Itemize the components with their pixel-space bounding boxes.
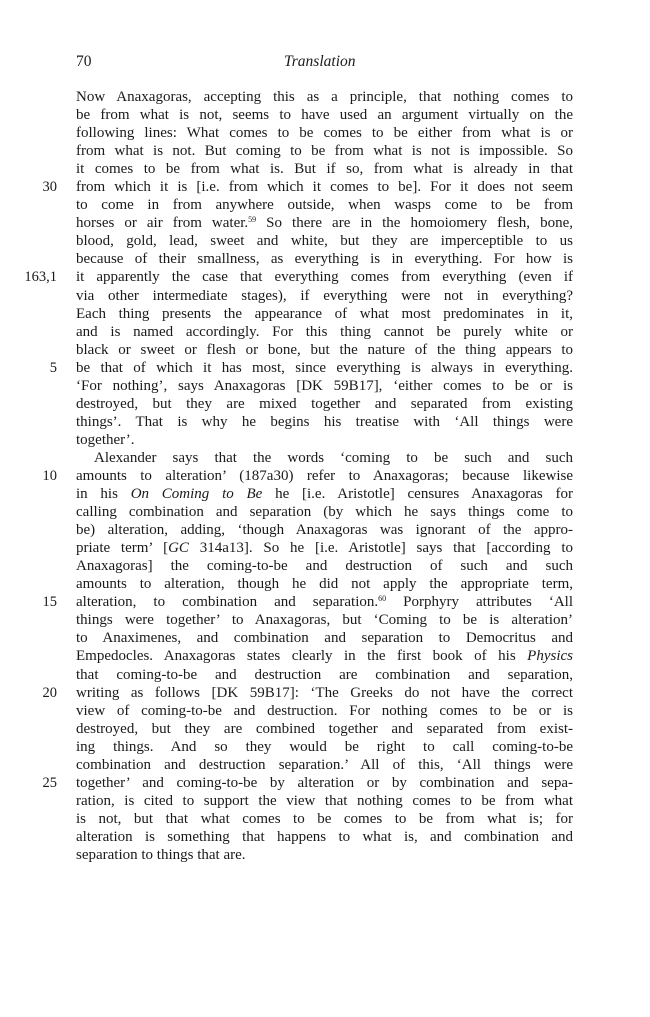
line-text-segment: separation to things that are. <box>76 846 246 863</box>
line-text <box>76 250 573 268</box>
line-text-segment: Empedocles. Anaxagoras states clearly in the first book of his <box>76 648 528 665</box>
line-text-segment: calling combination and separation (by which he says things come to <box>76 504 573 521</box>
text-line <box>0 756 650 774</box>
margin-line-number: 20 <box>42 684 57 701</box>
page-number: 70 <box>76 53 92 70</box>
line-text <box>76 774 573 792</box>
line-text <box>76 485 573 503</box>
line-text-segment: amounts to alteration, though he did not apply the appropriate term, <box>76 576 573 593</box>
line-text <box>76 593 573 611</box>
line-text-segment: alteration, to combination and separation. <box>76 594 379 611</box>
line-text <box>76 792 573 810</box>
line-text <box>76 575 573 593</box>
body-text <box>0 88 650 864</box>
line-text-segment: via other intermediate stages), if everything were not in everything? <box>76 287 573 304</box>
line-text-segment: be that of which it has most, since everything is always in everything. <box>76 359 573 376</box>
text-line <box>0 341 650 359</box>
text-line <box>0 124 650 142</box>
line-text <box>76 287 573 305</box>
text-line <box>0 178 650 196</box>
line-text-segment: Now Anaxagoras, accepting this as a principle, that nothing comes to <box>76 89 573 105</box>
line-text-segment: because of their smallness, as everything is in everything. For how is <box>76 251 573 268</box>
text-line <box>0 557 650 575</box>
line-text-segment: Each thing presents the appearance of what most predominates in it, <box>76 305 573 322</box>
text-line <box>0 160 650 178</box>
line-text-segment: and is named accordingly. For this thing cannot be purely white or <box>76 323 573 340</box>
italic-title: Physics <box>527 648 573 665</box>
line-text <box>76 684 573 702</box>
line-text <box>76 828 573 846</box>
text-line <box>0 720 650 738</box>
margin-line-number: 25 <box>42 774 57 791</box>
line-text-segment: things’. That is why he begins his treatise with ‘All things were <box>76 413 573 430</box>
line-text-segment: view of coming-to-be and destruction. For nothing comes to be or is <box>76 702 573 719</box>
italic-title: On Coming to Be <box>130 486 263 503</box>
text-line <box>0 702 650 720</box>
line-text-segment: be) alteration, adding, ‘though Anaxagoras was ignorant of the appro- <box>76 522 573 539</box>
running-head: Translation <box>284 53 356 70</box>
text-line <box>0 287 650 305</box>
line-text <box>76 232 573 250</box>
line-text-segment: it apparently the case that everything comes from everything (even if <box>76 269 573 286</box>
line-text-segment: be from what is not, seems to have used an argument virtually on the <box>76 107 573 124</box>
text-line <box>0 395 650 413</box>
text-line <box>0 503 650 521</box>
page-header <box>0 53 650 75</box>
text-line <box>0 485 650 503</box>
margin-line-number: 30 <box>42 179 57 196</box>
text-line <box>0 629 650 647</box>
line-text <box>76 395 573 413</box>
text-line <box>0 521 650 539</box>
text-line <box>0 449 650 467</box>
line-text-segment: from what is not. But coming to be from what is not is impossible. So <box>76 143 573 160</box>
line-text <box>76 503 573 521</box>
line-text <box>76 305 573 323</box>
line-text <box>76 142 573 160</box>
text-line <box>0 196 650 214</box>
line-text-segment: is not, but that what comes to be comes to be from what is; for <box>76 810 573 827</box>
text-line <box>0 593 650 611</box>
margin-line-number: 15 <box>42 594 57 611</box>
line-text <box>76 647 573 665</box>
line-text-segment: destroyed, but they are combined together and separated from exist- <box>76 720 573 737</box>
line-text-segment: black or sweet or flesh or bone, but the nature of the thing appears to <box>76 341 573 358</box>
line-text-segment: together’ and coming-to-be by alteration or by combination and sepa- <box>76 774 573 791</box>
line-text <box>76 413 573 431</box>
line-text <box>76 557 573 575</box>
line-text-segment: Alexander says that the words ‘coming to be such and such <box>94 449 573 466</box>
text-line <box>0 684 650 702</box>
text-line <box>0 431 650 449</box>
line-text-segment: to come in from anywhere outside, when wasps come to be from <box>76 197 573 214</box>
line-text-segment: ing things. And so they would be right to call coming-to-be <box>76 738 573 755</box>
line-text-segment: ration, is cited to support the view that nothing comes to be from what <box>76 792 573 809</box>
line-text <box>76 810 573 828</box>
line-text <box>76 539 573 557</box>
line-text <box>76 106 573 124</box>
line-text <box>76 323 573 341</box>
text-line <box>0 828 650 846</box>
text-line <box>0 214 650 232</box>
line-text <box>76 611 573 629</box>
line-text <box>76 629 573 647</box>
line-text-segment: combination and destruction separation.’ All of this, ‘All things were <box>76 756 573 773</box>
line-text <box>76 178 573 196</box>
text-line <box>0 359 650 377</box>
line-text <box>76 124 573 142</box>
line-text-segment: he [i.e. Aristotle] censures Anaxagoras for <box>262 486 573 503</box>
line-text <box>76 359 573 377</box>
text-line <box>0 323 650 341</box>
line-text-segment: priate term’ [ <box>76 540 169 557</box>
text-line <box>0 142 650 160</box>
line-text-segment: together’. <box>76 431 135 448</box>
line-text <box>76 88 573 106</box>
italic-title: GC <box>168 540 189 557</box>
line-text <box>76 431 573 449</box>
line-text <box>76 666 573 684</box>
text-line <box>0 305 650 323</box>
text-line <box>0 792 650 810</box>
line-text-segment: from which it is [i.e. from which it comes to be]. For it does not seem <box>76 179 573 196</box>
line-text-segment: destroyed, but they are mixed together and separated from existing <box>76 395 573 412</box>
line-text-segment: in his <box>76 486 131 503</box>
line-text-segment: So there are in the homoiomery flesh, bone, <box>256 215 573 232</box>
margin-line-number: 10 <box>42 467 57 484</box>
line-text <box>94 449 573 467</box>
line-text <box>76 214 573 232</box>
text-line <box>0 413 650 431</box>
line-text <box>76 467 573 485</box>
line-text-segment: 314a13]. So he [i.e. Aristotle] says that [according to <box>188 540 573 557</box>
text-line <box>0 268 650 286</box>
line-text <box>76 196 573 214</box>
line-text <box>76 846 573 864</box>
line-text-segment: alteration is something that happens to what is, and combination and <box>76 828 573 845</box>
line-text <box>76 521 573 539</box>
text-line <box>0 647 650 665</box>
text-line <box>0 774 650 792</box>
text-line <box>0 377 650 395</box>
footnote-marker[interactable]: 60 <box>378 594 387 604</box>
line-text-segment: Anaxagoras] the coming-to-be and destruction of such and such <box>76 558 573 575</box>
text-line <box>0 846 650 864</box>
text-line <box>0 106 650 124</box>
line-text-segment: it comes to be from what is. But if so, from what is already in that <box>76 161 573 178</box>
line-text-segment: horses or air from water. <box>76 215 249 232</box>
footnote-marker[interactable]: 59 <box>248 215 257 225</box>
line-text-segment: writing as follows [DK 59B17]: ‘The Greeks do not have the correct <box>76 684 573 701</box>
line-text-segment: ‘For nothing’, says Anaxagoras [DK 59B17], ‘either comes to be or is <box>76 377 573 394</box>
line-text-segment: following lines: What comes to be comes to be either from what is or <box>76 125 573 142</box>
text-line <box>0 611 650 629</box>
text-line <box>0 575 650 593</box>
line-text-segment: blood, gold, lead, sweet and white, but they are imperceptible to us <box>76 233 573 250</box>
text-line <box>0 666 650 684</box>
text-line <box>0 88 650 106</box>
line-text <box>76 738 573 756</box>
line-text <box>76 377 573 395</box>
line-text <box>76 341 573 359</box>
text-line <box>0 539 650 557</box>
line-text <box>76 756 573 774</box>
line-text <box>76 268 573 286</box>
margin-line-number: 163,1 <box>24 269 57 286</box>
line-text-segment: that coming-to-be and destruction are combination and separation, <box>76 666 573 683</box>
text-line <box>0 738 650 756</box>
text-line <box>0 232 650 250</box>
line-text <box>76 702 573 720</box>
line-text <box>76 160 573 178</box>
line-text-segment: amounts to alteration’ (187a30) refer to Anaxagoras; because likewise <box>76 467 573 484</box>
text-line <box>0 250 650 268</box>
margin-line-number: 5 <box>49 359 57 376</box>
line-text <box>76 720 573 738</box>
text-line <box>0 467 650 485</box>
text-line <box>0 810 650 828</box>
line-text-segment: to Anaximenes, and combination and separation to Democritus and <box>76 630 573 647</box>
line-text-segment: things were together’ to Anaxagoras, but ‘Coming to be is alteration’ <box>76 612 573 629</box>
line-text-segment: Porphyry attributes ‘All <box>386 594 573 611</box>
